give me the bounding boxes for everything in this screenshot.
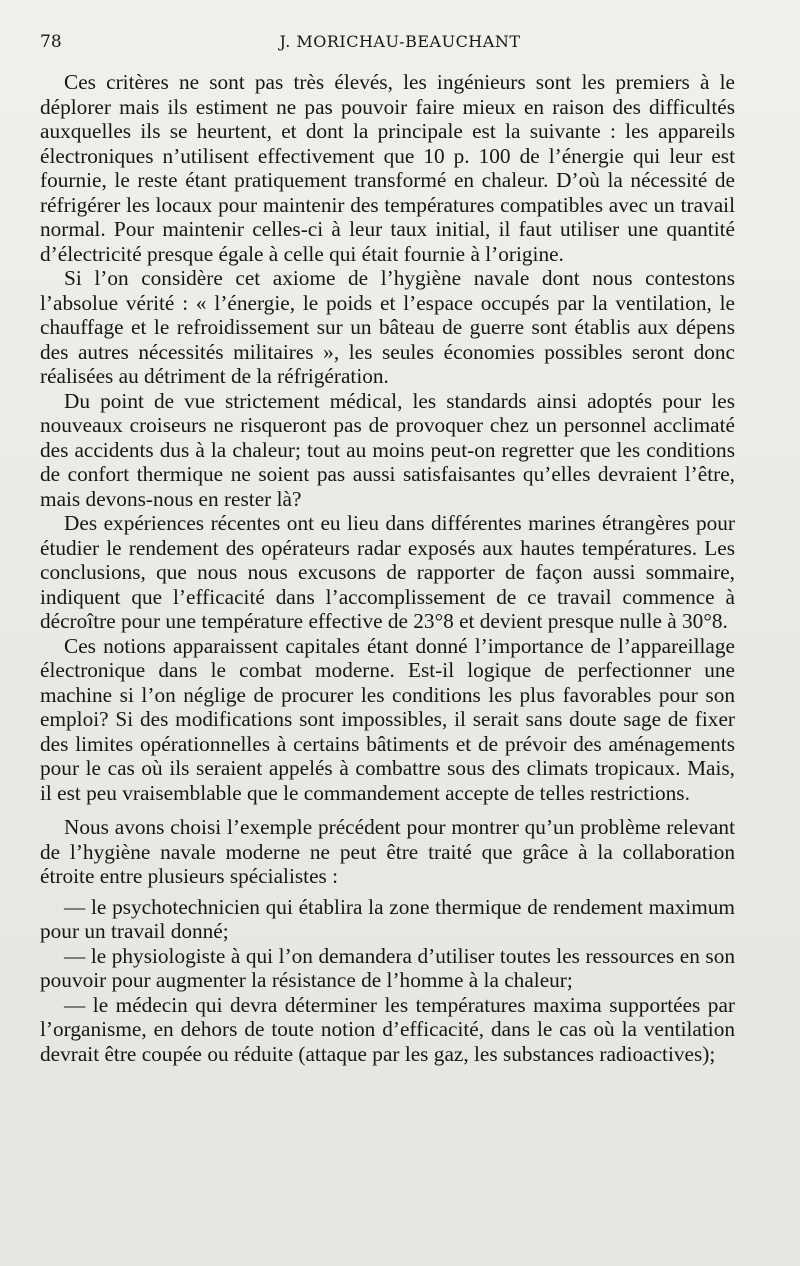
paragraph: Si l’on considère cet axiome de l’hygiène navale dont nous contestons l’absolue vérité : « l’énergie, le poids et l’espace occupés par la ventilation, le chauffage et le refroidissement sur un bâteau de guerre sont établis aux dépens des autres nécessités militaires », les seules économies possibles seront donc réalisées au détriment de la réfrigération. xyxy=(40,266,735,388)
page-number: 78 xyxy=(40,32,62,52)
paragraph: Des expériences récentes ont eu lieu dans différentes marines étrangères pour étudier le rendement des opérateurs radar exposés aux hautes températures. Les conclusions, que nous nous excusons de rapporter de façon aussi sommaire, indiquent que l’efficacité dans l’accomplissement de ce travail commence à décroître pour une température effective de 23°8 et devient presque nulle à 30°8. xyxy=(40,511,735,633)
paragraph: Ces critères ne sont pas très élevés, les ingénieurs sont les premiers à le déplorer mais ils estiment ne pas pouvoir faire mieux en raison des difficultés auxquelles ils se heurtent, et dont la principale est la suivante : les appareils électroniques n’utilisent effectivement que 10 p. 100 de l’énergie qui leur est fournie, le reste étant pratiquement transformé en chaleur. D’où la nécessité de réfrigérer les locaux pour maintenir des températures compatibles avec un travail normal. Pour maintenir celles-ci à leur taux initial, il faut utiliser une quantité d’électricité presque égale à celle qui était fournie à l’origine. xyxy=(40,70,735,266)
list-item: — le psychotechnicien qui établira la zone thermique de rendement maximum pour un travail donné; xyxy=(40,894,735,943)
paragraph: Nous avons choisi l’exemple précédent pour montrer qu’un problème relevant de l’hygiène navale moderne ne peut être traité que grâce à la collaboration étroite entre plusieurs spécialistes : xyxy=(40,815,735,888)
body-text xyxy=(40,70,735,1066)
paragraph: Ces notions apparaissent capitales étant donné l’importance de l’appareillage électronique dans le combat moderne. Est-il logique de perfectionner une machine si l’on néglige de procurer les conditions les plus favorables pour son emploi? Si des modifications sont impossibles, il serait sans doute sage de fixer des limites opérationnelles à certains bâtiments et de prévoir des aménagements pour le cas où ils seraient appelés à combattre sous des climats tropicaux. Mais, il est peu vraisemblable que le commandement accepte de telles restrictions. xyxy=(40,633,735,805)
page-header xyxy=(40,32,760,58)
paragraph: Du point de vue strictement médical, les standards ainsi adoptés pour les nouveaux croiseurs ne risqueront pas de provoquer chez un personnel acclimaté des accidents dus à la chaleur; tout au moins peut-on regretter que les conditions de confort thermique ne soient pas aussi satisfaisantes qu’elles devraient l’être, mais devons-nous en rester là? xyxy=(40,388,735,511)
list-item: — le médecin qui devra déterminer les températures maxima supportées par l’organisme, en dehors de toute notion d’efficacité, dans le cas où la ventilation devrait être coupée ou réduite (attaque par les gaz, les substances radioactives); xyxy=(40,992,735,1066)
running-head: J. MORICHAU-BEAUCHANT xyxy=(279,32,521,51)
list-item: — le physiologiste à qui l’on demandera d’utiliser toutes les ressources en son pouvoir pour augmenter la résistance de l’homme à la chaleur; xyxy=(40,943,735,992)
